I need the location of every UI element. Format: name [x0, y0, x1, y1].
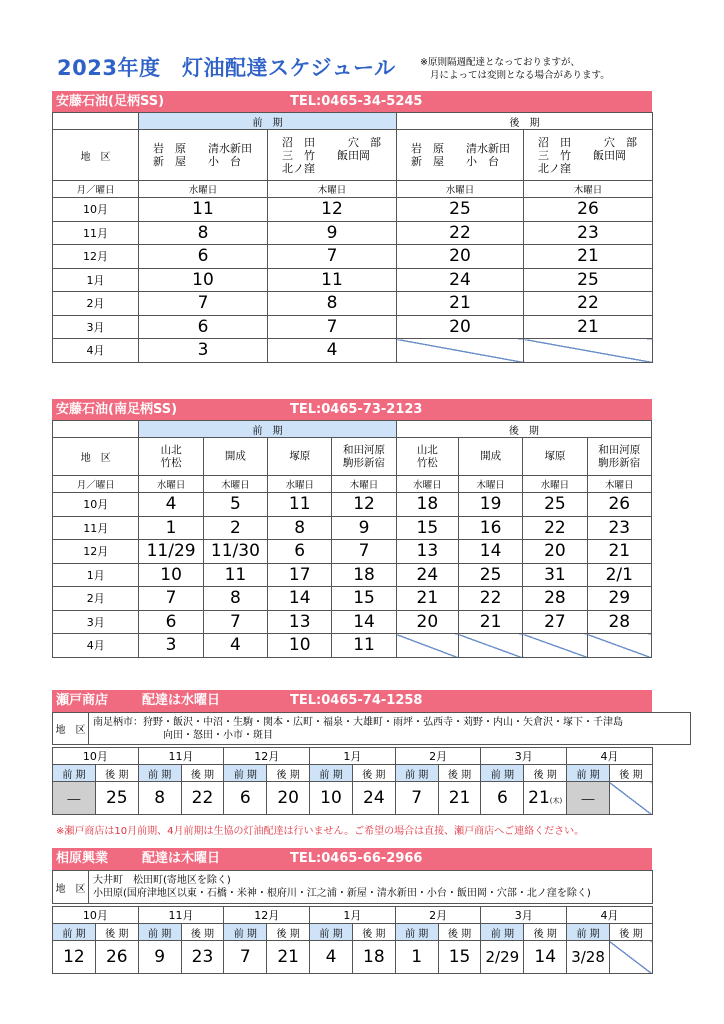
s2-day-cell: 水曜日	[268, 476, 332, 493]
s2-area-cell: 開成	[203, 438, 267, 476]
section3-second-label: 後 期	[95, 765, 138, 782]
s3-area-text: 南足柄市：狩野・飯沢・中沼・生駒・関本・広町・福泉・大雄町・雨坪・弘西寺・苅野・内山・矢倉沢・塚下・千津島 向田・怒田・小市・斑目	[89, 713, 691, 745]
section3-date-cell	[352, 782, 395, 815]
section3-name: 瀬戸商店	[56, 693, 109, 708]
section4-date-value: 14	[534, 947, 557, 967]
section4-first-label: 前 期	[224, 924, 267, 941]
section4-tel: TEL:0465-66-2966	[290, 851, 423, 866]
section3-second-label: 後 期	[267, 765, 310, 782]
s1-date-cell: 25	[524, 268, 653, 292]
s2-month-cell: 1月	[53, 563, 139, 587]
section3-first-label: 前 期	[567, 765, 610, 782]
s2-date-cell: 14	[332, 610, 396, 634]
s1-month-cell: 12月	[53, 245, 139, 269]
section3-date-cell	[53, 782, 96, 815]
s2-date-cell: 5	[203, 493, 267, 517]
s2-month-cell: 12月	[53, 540, 139, 564]
section4-second-label: 後 期	[181, 924, 224, 941]
s1-date-cell: 21	[524, 245, 653, 269]
section3-first-label: 前 期	[310, 765, 353, 782]
section3-date-cell	[95, 782, 138, 815]
section4-name: 相原興業	[56, 851, 109, 866]
section4-second-label: 後 期	[524, 924, 567, 941]
section4-date-value: 21	[277, 947, 299, 967]
section3-date-cell	[310, 782, 353, 815]
section4-date-cell	[224, 941, 267, 974]
s1-day-3: 水曜日	[397, 181, 524, 198]
section4-date-cell	[138, 941, 181, 974]
s2-date-cell: 11/30	[203, 540, 267, 564]
s2-area-cell: 山北 竹松	[396, 438, 458, 476]
s1-date-cell	[397, 339, 524, 363]
section3-date-value: 7	[411, 788, 423, 808]
s1-date-cell: 23	[524, 221, 653, 245]
s1-date-cell: 6	[139, 245, 268, 269]
s2-date-cell	[458, 634, 522, 658]
section3-first-label: 前 期	[53, 765, 96, 782]
section3-date-value: 21	[448, 788, 471, 808]
s1-second-half: 後 期	[397, 113, 653, 130]
section1-name: 安藤石油(足柄SS)	[56, 94, 165, 109]
s2-month-cell: 11月	[53, 516, 139, 540]
section3-month-header: 11月	[138, 748, 224, 765]
s2-day-cell: 木曜日	[332, 476, 396, 493]
s1-month-cell: 4月	[53, 339, 139, 363]
s2-day-cell: 水曜日	[139, 476, 203, 493]
s1-date-cell: 25	[397, 198, 524, 222]
s2-date-cell: 16	[458, 516, 522, 540]
s1-corner	[53, 113, 139, 130]
section3-date-value: 10	[320, 788, 342, 808]
section2-header	[52, 399, 652, 420]
s2-date-cell: 13	[268, 610, 332, 634]
s1-month-weekday: 月／曜日	[53, 181, 139, 198]
s1-area-thu-2: 沼 田 穴 部 三 竹 飯田岡 北ノ窪	[524, 130, 653, 181]
section3-date-cell	[181, 782, 224, 815]
s2-date-cell: 21	[396, 587, 458, 611]
section3-date-value: －	[579, 790, 597, 811]
section3-date-value: 20	[277, 788, 299, 808]
s1-date-cell: 24	[397, 268, 524, 292]
s2-date-cell: 20	[396, 610, 458, 634]
s2-date-cell: 19	[458, 493, 522, 517]
s2-date-cell: 17	[268, 563, 332, 587]
s2-date-cell: 27	[523, 610, 587, 634]
s1-date-cell: 21	[524, 315, 653, 339]
s2-date-cell: 14	[458, 540, 522, 564]
s2-date-cell: 11/29	[139, 540, 203, 564]
section4-date-cell	[567, 941, 610, 974]
section4-table	[52, 870, 653, 904]
s1-day-4: 木曜日	[524, 181, 653, 198]
section4-month-header: 1月	[310, 907, 396, 924]
section4-date-cell	[352, 941, 395, 974]
section4-date-value: 26	[105, 947, 128, 967]
s2-second-half: 後 期	[396, 421, 651, 438]
s2-date-cell: 22	[523, 516, 587, 540]
s2-date-cell: 22	[458, 587, 522, 611]
notice-line-1: ※原則隔週配達となっておりますが、	[420, 57, 580, 68]
section3-date-cell	[224, 782, 267, 815]
section3-tel: TEL:0465-74-1258	[290, 693, 423, 708]
s1-month-cell: 3月	[53, 315, 139, 339]
section4-month-header: 12月	[224, 907, 310, 924]
s2-area-cell: 塚原	[523, 438, 587, 476]
page-title: 2023年度 灯油配達スケジュール	[57, 56, 396, 80]
section4-date-cell	[524, 941, 567, 974]
section3-first-label: 前 期	[481, 765, 524, 782]
notice-line-2: 月によっては変則となる場合があります。	[430, 70, 610, 81]
s1-date-cell: 26	[524, 198, 653, 222]
s1-area-label: 地 区	[53, 130, 139, 181]
section4-date-cell	[95, 941, 138, 974]
s3-area-label: 地 区	[53, 713, 89, 745]
s2-date-cell: 28	[523, 587, 587, 611]
section3-second-label: 後 期	[181, 765, 224, 782]
section4-header	[52, 848, 652, 870]
section4-date-value: 23	[191, 947, 214, 967]
section4-second-label: 後 期	[352, 924, 395, 941]
s2-date-cell: 20	[523, 540, 587, 564]
s2-date-cell	[396, 634, 458, 658]
s1-day-2: 木曜日	[268, 181, 397, 198]
s2-date-cell: 14	[268, 587, 332, 611]
s2-date-cell: 21	[458, 610, 522, 634]
s1-area-wed-2: 岩 原 清水新田 新 屋 小 台	[397, 130, 524, 181]
section4-date-value: 3/28	[571, 948, 605, 966]
section3-date-cell	[138, 782, 181, 815]
s1-date-cell: 8	[268, 292, 397, 316]
s2-date-cell: 29	[587, 587, 651, 611]
section3-date-suffix: (木)	[549, 797, 563, 805]
s1-month-cell: 11月	[53, 221, 139, 245]
s2-date-cell: 13	[396, 540, 458, 564]
section3-first-label: 前 期	[395, 765, 438, 782]
s1-date-cell: 7	[268, 245, 397, 269]
s1-date-cell: 11	[139, 198, 268, 222]
section4-date-value: 7	[239, 947, 251, 967]
section4-date-value: 18	[363, 947, 385, 967]
s2-date-cell: 10	[139, 563, 203, 587]
s2-date-cell: 9	[332, 516, 396, 540]
section4-month-header: 2月	[395, 907, 481, 924]
s1-date-cell: 20	[397, 315, 524, 339]
section4-month-header: 10月	[53, 907, 139, 924]
s1-month-cell: 2月	[53, 292, 139, 316]
section4-date-cell	[181, 941, 224, 974]
section4-date-cell	[53, 941, 96, 974]
s1-month-cell: 10月	[53, 198, 139, 222]
section4-delivery: 配達は木曜日	[142, 851, 221, 866]
s2-area-cell: 塚原	[268, 438, 332, 476]
s2-date-cell: 18	[396, 493, 458, 517]
section4-date-cell	[267, 941, 310, 974]
section4-date-cell	[481, 941, 524, 974]
s2-date-cell: 24	[396, 563, 458, 587]
s2-date-cell: 10	[268, 634, 332, 658]
s1-date-cell: 12	[268, 198, 397, 222]
s2-area-cell: 開成	[458, 438, 522, 476]
s2-day-cell: 木曜日	[587, 476, 651, 493]
s2-date-cell: 4	[203, 634, 267, 658]
section4-date-cell	[609, 941, 652, 974]
s2-month-cell: 2月	[53, 587, 139, 611]
section3-header	[52, 690, 652, 712]
section3-date-value: 8	[154, 788, 166, 808]
s1-date-cell: 11	[268, 268, 397, 292]
s2-date-cell: 1	[139, 516, 203, 540]
section3-date-value: 6	[496, 788, 508, 808]
s1-month-cell: 1月	[53, 268, 139, 292]
section4-first-label: 前 期	[310, 924, 353, 941]
section4-date-value: 2/29	[485, 948, 520, 966]
s2-date-cell: 7	[203, 610, 267, 634]
s2-day-cell: 水曜日	[396, 476, 458, 493]
section4-first-label: 前 期	[567, 924, 610, 941]
s2-first-half: 前 期	[139, 421, 396, 438]
s2-area-label: 地 区	[53, 438, 139, 476]
s2-date-cell: 7	[139, 587, 203, 611]
section3-date-cell	[267, 782, 310, 815]
section3-date-value: 22	[191, 788, 214, 808]
s1-first-half: 前 期	[139, 113, 397, 130]
s1-date-cell: 7	[268, 315, 397, 339]
s1-date-cell: 21	[397, 292, 524, 316]
section2-name: 安藤石油(南足柄SS)	[56, 402, 178, 417]
section3-date-value: 24	[363, 788, 385, 808]
section3-month-header: 3月	[481, 748, 567, 765]
schedule-notice	[420, 56, 610, 82]
s2-day-cell: 水曜日	[523, 476, 587, 493]
section3-date-cell	[524, 782, 567, 815]
s1-date-cell: 8	[139, 221, 268, 245]
section4-date-value: 15	[448, 947, 471, 967]
section4-month-header: 3月	[481, 907, 567, 924]
section3-schedule	[52, 747, 653, 815]
s2-day-cell: 木曜日	[458, 476, 522, 493]
s2-date-cell: 23	[587, 516, 651, 540]
section3-date-cell	[438, 782, 481, 815]
section3-month-header: 2月	[395, 748, 481, 765]
s2-date-cell	[587, 634, 651, 658]
section3-delivery: 配達は水曜日	[142, 693, 221, 708]
s2-date-cell: 2	[203, 516, 267, 540]
s2-date-cell: 8	[203, 587, 267, 611]
section3-month-header: 10月	[53, 748, 139, 765]
section3-month-header: 4月	[567, 748, 653, 765]
section3-first-label: 前 期	[138, 765, 181, 782]
s2-date-cell: 8	[268, 516, 332, 540]
section4-date-value: 4	[325, 947, 337, 967]
section1-table	[52, 112, 653, 363]
section3-first-label: 前 期	[224, 765, 267, 782]
section3-date-cell	[481, 782, 524, 815]
section4-second-label: 後 期	[267, 924, 310, 941]
section1-tel: TEL:0465-34-5245	[290, 94, 423, 109]
section3-second-label: 後 期	[524, 765, 567, 782]
s2-date-cell: 18	[332, 563, 396, 587]
s2-date-cell: 4	[139, 493, 203, 517]
s1-date-cell: 3	[139, 339, 268, 363]
section3-month-header: 12月	[224, 748, 310, 765]
section3-table	[52, 712, 691, 745]
section3-date-value: 21	[528, 788, 550, 808]
section4-month-header: 11月	[138, 907, 224, 924]
section3-date-value: 25	[105, 788, 128, 808]
section4-date-value: 12	[63, 947, 85, 967]
s1-date-cell	[524, 339, 653, 363]
section4-schedule	[52, 906, 653, 974]
s1-area-thu: 沼 田 穴 部 三 竹 飯田岡 北ノ窪	[268, 130, 397, 181]
s2-month-cell: 3月	[53, 610, 139, 634]
s1-date-cell: 22	[397, 221, 524, 245]
s2-date-cell: 15	[332, 587, 396, 611]
s1-date-cell: 10	[139, 268, 268, 292]
s1-area-wed: 岩 原 清水新田 新 屋 小 台	[139, 130, 268, 181]
section4-second-label: 後 期	[438, 924, 481, 941]
section4-first-label: 前 期	[138, 924, 181, 941]
section3-second-label: 後 期	[609, 765, 652, 782]
s2-date-cell: 11	[332, 634, 396, 658]
s2-area-cell: 和田河原 駒形新宿	[587, 438, 651, 476]
section1-header	[52, 91, 652, 112]
s2-area-cell: 和田河原 駒形新宿	[332, 438, 396, 476]
s2-month-cell: 4月	[53, 634, 139, 658]
section4-date-value: 9	[154, 947, 166, 967]
section4-first-label: 前 期	[53, 924, 96, 941]
section4-date-cell	[395, 941, 438, 974]
section4-second-label: 後 期	[95, 924, 138, 941]
s1-date-cell: 4	[268, 339, 397, 363]
section4-first-label: 前 期	[481, 924, 524, 941]
s1-date-cell: 22	[524, 292, 653, 316]
section3-second-label: 後 期	[438, 765, 481, 782]
section4-date-cell	[310, 941, 353, 974]
s2-date-cell: 25	[458, 563, 522, 587]
s2-date-cell: 26	[587, 493, 651, 517]
s2-date-cell: 11	[268, 493, 332, 517]
s2-date-cell: 11	[203, 563, 267, 587]
s2-corner	[53, 421, 139, 438]
section3-date-cell	[609, 782, 652, 815]
s1-date-cell: 6	[139, 315, 268, 339]
s2-date-cell	[523, 634, 587, 658]
s2-date-cell: 28	[587, 610, 651, 634]
s2-date-cell: 15	[396, 516, 458, 540]
s2-date-cell: 7	[332, 540, 396, 564]
section4-date-cell	[438, 941, 481, 974]
s2-date-cell: 25	[523, 493, 587, 517]
s2-area-cell: 山北 竹松	[139, 438, 203, 476]
section3-date-cell	[395, 782, 438, 815]
s2-day-cell: 木曜日	[203, 476, 267, 493]
s1-date-cell: 9	[268, 221, 397, 245]
section2-tel: TEL:0465-73-2123	[290, 402, 423, 417]
section4-month-header: 4月	[567, 907, 653, 924]
section4-second-label: 後 期	[609, 924, 652, 941]
s2-date-cell: 6	[139, 610, 203, 634]
s2-month-cell: 10月	[53, 493, 139, 517]
section3-second-label: 後 期	[352, 765, 395, 782]
section4-date-value: 1	[411, 947, 423, 967]
section4-first-label: 前 期	[395, 924, 438, 941]
section3-month-header: 1月	[310, 748, 396, 765]
s2-date-cell: 31	[523, 563, 587, 587]
section2-table	[52, 420, 652, 658]
s2-date-cell: 3	[139, 634, 203, 658]
s2-date-cell: 6	[268, 540, 332, 564]
section3-date-cell	[567, 782, 610, 815]
section3-date-value: －	[65, 790, 83, 811]
s2-date-cell: 21	[587, 540, 651, 564]
s2-date-cell: 12	[332, 493, 396, 517]
s1-day-1: 水曜日	[139, 181, 268, 198]
s4-area-text: 大井町 松田町(寄地区を除く) 小田原(国府津地区以東・石橋・米神・根府川・江之浦・新屋・清水新田・小台・飯田岡・穴部・北ノ窪を除く)	[89, 871, 653, 904]
section3-date-value: 6	[239, 788, 251, 808]
s1-date-cell: 7	[139, 292, 268, 316]
section3-note: ※瀬戸商店は10月前期、4月前期は生協の灯油配達は行いません。ご希望の場合は直接、瀬戸商店へご連絡ください。	[56, 826, 585, 837]
s2-month-weekday: 月／曜日	[53, 476, 139, 493]
s2-date-cell: 2/1	[587, 563, 651, 587]
s1-date-cell: 20	[397, 245, 524, 269]
s4-area-label: 地 区	[53, 871, 89, 904]
